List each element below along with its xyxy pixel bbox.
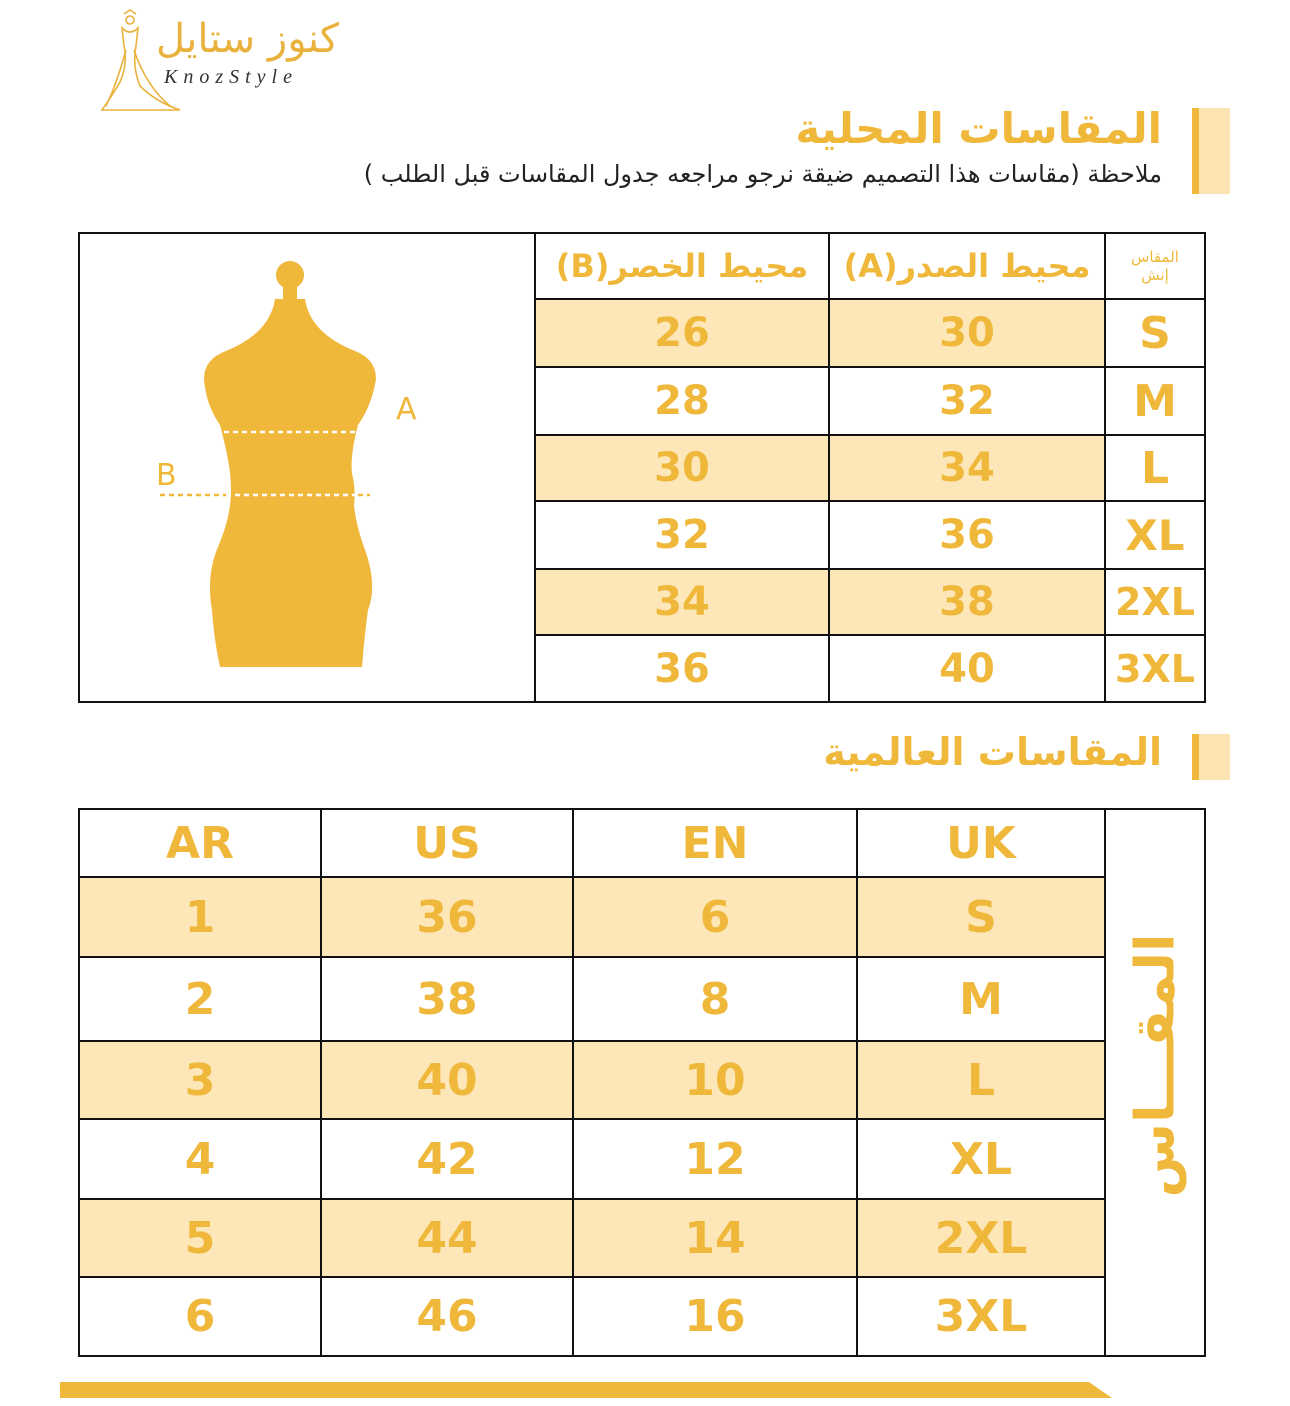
us-header: US xyxy=(413,817,481,869)
table-divider xyxy=(1104,808,1106,1357)
size-side-label-text: المقـــاس xyxy=(1123,932,1187,1198)
us-cell: 40 xyxy=(322,1042,572,1118)
waist-cell: 28 xyxy=(654,378,710,424)
en-cell: 12 xyxy=(684,1133,746,1185)
ar-cell: 4 xyxy=(184,1133,216,1185)
ar-cell: 2 xyxy=(184,973,216,1025)
bust-header: محيط الصدر(A) xyxy=(843,247,1091,285)
size-note: ملاحظة (مقاسات هذا التصميم ضيقة نرجو مراجعه جدول المقاسات قبل الطلب ) xyxy=(363,160,1162,188)
local-sizes-title: المقاسات المحلية xyxy=(795,104,1162,153)
size-cell: S xyxy=(1139,307,1171,359)
size-cell: XL xyxy=(1125,510,1185,560)
waist-cell: 34 xyxy=(536,570,828,634)
ar-cell: 5 xyxy=(80,1200,320,1276)
en-header: EN xyxy=(681,817,749,869)
ar-cell: 1 xyxy=(80,878,320,956)
waist-cell: 32 xyxy=(654,512,710,558)
footer-bar xyxy=(60,1382,1112,1398)
bust-cell: 34 xyxy=(830,436,1104,500)
waist-cell: 30 xyxy=(536,436,828,500)
size-header xyxy=(1106,234,1204,298)
bust-cell: 40 xyxy=(939,645,995,692)
uk-cell: M xyxy=(959,973,1003,1025)
en-cell: 6 xyxy=(574,878,856,956)
uk-cell: 3XL xyxy=(934,1291,1028,1342)
en-cell: 14 xyxy=(574,1200,856,1276)
size-cell: M xyxy=(1133,375,1177,427)
uk-cell: S xyxy=(858,878,1104,956)
size-header-unit: إنش xyxy=(1141,266,1169,284)
brand-name-english: KnozStyle xyxy=(164,66,298,88)
us-cell: 42 xyxy=(416,1133,478,1185)
ar-header: AR xyxy=(166,817,234,869)
size-side-label xyxy=(1120,900,1190,1230)
waist-cell: 36 xyxy=(654,645,710,692)
uk-cell: L xyxy=(858,1042,1104,1118)
brand-name-arabic: كنوز ستايل xyxy=(156,16,340,62)
uk-cell: 2XL xyxy=(858,1200,1104,1276)
ar-cell: 6 xyxy=(184,1291,216,1342)
en-cell: 10 xyxy=(574,1042,856,1118)
waist-header: محيط الخصر(B) xyxy=(555,247,809,285)
uk-header: UK xyxy=(946,817,1016,869)
us-cell: 44 xyxy=(322,1200,572,1276)
waist-cell: 26 xyxy=(536,300,828,366)
mannequin-icon xyxy=(140,255,440,675)
size-cell: 2XL xyxy=(1115,580,1195,624)
size-header-label: المقاس xyxy=(1131,248,1179,266)
en-cell: 8 xyxy=(699,973,731,1025)
size-cell: L xyxy=(1140,442,1170,494)
us-cell: 46 xyxy=(416,1291,478,1342)
bust-cell: 36 xyxy=(939,512,995,558)
en-cell: 16 xyxy=(684,1291,746,1342)
size-cell: 3XL xyxy=(1115,646,1195,691)
waist-marker-label: B xyxy=(156,458,177,493)
brand-logo xyxy=(96,6,346,118)
bust-cell: 38 xyxy=(830,570,1104,634)
us-cell: 38 xyxy=(416,973,478,1025)
uk-cell: XL xyxy=(950,1133,1012,1185)
bust-marker-label: A xyxy=(396,392,417,427)
section-marker-international xyxy=(1192,734,1230,780)
bust-cell: 32 xyxy=(939,378,995,424)
ar-cell: 3 xyxy=(80,1042,320,1118)
us-cell: 36 xyxy=(322,878,572,956)
bust-cell: 30 xyxy=(830,300,1104,366)
international-sizes-title: المقاسات العالمية xyxy=(823,730,1162,774)
section-marker-local xyxy=(1192,108,1230,194)
